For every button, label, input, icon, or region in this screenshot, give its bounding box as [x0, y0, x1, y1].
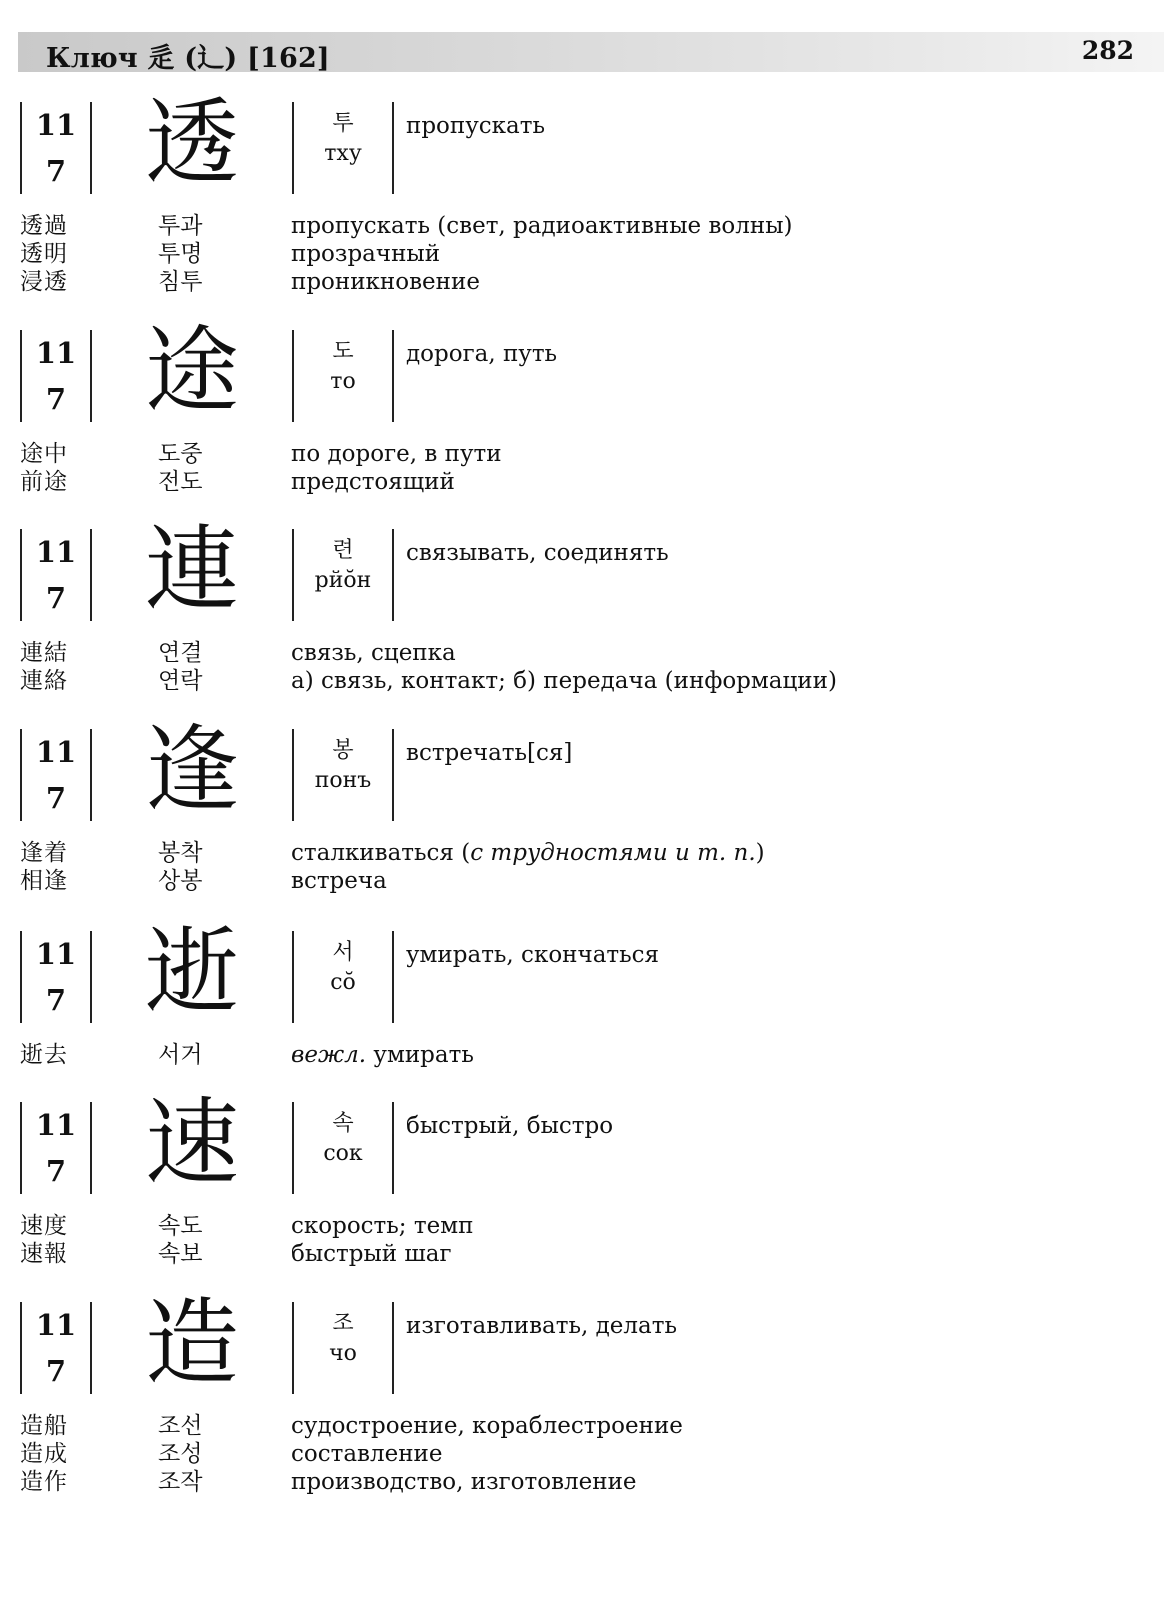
compound-row	[0, 839, 1164, 867]
hanja-character: 透	[144, 89, 239, 198]
compound-row	[0, 1041, 1164, 1069]
compound-row	[0, 1412, 1164, 1440]
dictionary-entry	[0, 1289, 1164, 1496]
entry-head	[0, 317, 1164, 426]
compound-hangul: 조작	[158, 1469, 203, 1495]
reading-box	[292, 1302, 394, 1394]
extra-strokes: 7	[45, 381, 67, 416]
compound-list	[0, 212, 1164, 296]
hanja-character: 途	[144, 317, 239, 426]
compound-hanja: 逝去	[20, 1042, 68, 1068]
compound-definition	[291, 839, 765, 867]
compound-hanja: 途中	[20, 441, 68, 467]
compound-list	[0, 839, 1164, 895]
total-strokes: 11	[35, 734, 77, 769]
compound-hanja: 相逢	[20, 868, 68, 894]
definition-text: связь, сцепка	[291, 640, 456, 666]
russian-transcription: тху	[324, 141, 362, 166]
extra-strokes: 7	[45, 1353, 67, 1388]
total-strokes: 11	[35, 1107, 77, 1142]
compound-hanja: 透過	[20, 213, 68, 239]
compound-definition	[291, 1468, 637, 1496]
russian-transcription: чо	[329, 1341, 357, 1366]
compound-hanja: 浸透	[20, 269, 68, 295]
compound-hangul: 봉착	[158, 840, 203, 866]
definition-text: быстрый шаг	[291, 1241, 452, 1267]
compound-row	[0, 240, 1164, 268]
definition-text: а) связь, контакт; б) передача (информации)	[291, 668, 837, 694]
compound-row	[0, 1240, 1164, 1268]
compound-definition	[291, 1440, 443, 1468]
compound-row	[0, 667, 1164, 695]
total-strokes: 11	[35, 936, 77, 971]
stroke-count-box	[20, 330, 92, 422]
total-strokes: 11	[35, 335, 77, 370]
compound-hanja: 造作	[20, 1469, 68, 1495]
page-header	[18, 32, 1164, 72]
compound-definition	[291, 667, 837, 695]
total-strokes: 11	[35, 107, 77, 142]
compound-row	[0, 212, 1164, 240]
definition-italic-prefix: вежл.	[291, 1042, 367, 1068]
compound-hanja: 透明	[20, 241, 68, 267]
definition-text: составление	[291, 1441, 443, 1467]
compound-row	[0, 1440, 1164, 1468]
dictionary-entry	[0, 89, 1164, 296]
compound-definition	[291, 212, 793, 240]
definition-suffix: )	[755, 840, 765, 866]
compound-list	[0, 1041, 1164, 1069]
compound-list	[0, 1212, 1164, 1268]
compound-definition	[291, 1412, 683, 1440]
reading-box	[292, 729, 394, 821]
compound-hanja: 逢着	[20, 840, 68, 866]
compound-definition	[291, 268, 480, 296]
compound-row	[0, 1212, 1164, 1240]
stroke-count-box	[20, 1302, 92, 1394]
extra-strokes: 7	[45, 153, 67, 188]
definition-text: встреча	[291, 868, 387, 894]
korean-reading: 속	[332, 1111, 354, 1136]
korean-reading: 서	[332, 940, 354, 965]
entry-head	[0, 516, 1164, 625]
total-strokes: 11	[35, 1307, 77, 1342]
compound-hanja: 造成	[20, 1441, 68, 1467]
definition-text: сталкиваться (	[291, 840, 471, 866]
compound-hanja: 前途	[20, 469, 68, 495]
dictionary-entry	[0, 317, 1164, 496]
compound-row	[0, 867, 1164, 895]
compound-hanja: 連結	[20, 640, 68, 666]
compound-list	[0, 1412, 1164, 1496]
dictionary-entry	[0, 516, 1164, 695]
stroke-count-box	[20, 102, 92, 194]
extra-strokes: 7	[45, 580, 67, 615]
russian-transcription: понъ	[314, 768, 372, 793]
compound-list	[0, 639, 1164, 695]
character-meaning: связывать, соединять	[406, 540, 669, 566]
reading-box	[292, 1102, 394, 1194]
stroke-count-box	[20, 931, 92, 1023]
definition-text: скорость; темп	[291, 1213, 474, 1239]
compound-hangul: 연결	[158, 640, 203, 666]
entry-head	[0, 918, 1164, 1027]
compound-definition	[291, 639, 456, 667]
hanja-character: 連	[144, 516, 239, 625]
extra-strokes: 7	[45, 1153, 67, 1188]
compound-definition	[291, 440, 502, 468]
compound-row	[0, 1468, 1164, 1496]
russian-transcription: сŏ	[330, 970, 356, 995]
dictionary-entry	[0, 918, 1164, 1069]
compound-hangul: 서거	[158, 1042, 203, 1068]
compound-hangul: 투명	[158, 241, 203, 267]
entry-head	[0, 1089, 1164, 1198]
total-strokes: 11	[35, 534, 77, 569]
compound-hangul: 상봉	[158, 868, 203, 894]
hanja-character: 造	[144, 1289, 239, 1398]
dictionary-entry	[0, 1089, 1164, 1268]
compound-definition	[291, 1041, 474, 1069]
definition-text: прозрачный	[291, 241, 441, 267]
russian-transcription: сок	[323, 1141, 363, 1166]
definition-text: умирать	[366, 1042, 474, 1068]
compound-hangul: 전도	[158, 469, 203, 495]
compound-row	[0, 468, 1164, 496]
entry-head	[0, 716, 1164, 825]
compound-hanja: 速度	[20, 1213, 68, 1239]
entry-head	[0, 1289, 1164, 1398]
compound-row	[0, 639, 1164, 667]
compound-hanja: 連絡	[20, 668, 68, 694]
korean-reading: 투	[332, 111, 354, 136]
reading-box	[292, 931, 394, 1023]
hanja-character: 逢	[144, 716, 239, 825]
definition-text: проникновение	[291, 269, 480, 295]
compound-definition	[291, 1212, 473, 1240]
reading-box	[292, 529, 394, 621]
compound-definition	[291, 240, 440, 268]
compound-hanja: 造船	[20, 1413, 68, 1439]
compound-definition	[291, 1240, 452, 1268]
hanja-character: 速	[144, 1089, 239, 1198]
section-title: Ключ 辵 (辶) [162]	[46, 43, 330, 74]
compound-hangul: 투과	[158, 213, 203, 239]
compound-hangul: 연락	[158, 668, 203, 694]
compound-list	[0, 440, 1164, 496]
stroke-count-box	[20, 529, 92, 621]
definition-italic-note: с трудностями и т. п.	[470, 840, 756, 866]
character-meaning: умирать, скончаться	[406, 942, 660, 968]
stroke-count-box	[20, 729, 92, 821]
extra-strokes: 7	[45, 780, 67, 815]
compound-definition	[291, 468, 455, 496]
hanja-character: 逝	[144, 918, 239, 1027]
page-number: 282	[1081, 36, 1134, 65]
korean-reading: 조	[332, 1311, 354, 1336]
compound-hanja: 速報	[20, 1241, 68, 1267]
definition-text: судостроение, кораблестроение	[291, 1413, 683, 1439]
stroke-count-box	[20, 1102, 92, 1194]
entry-head	[0, 89, 1164, 198]
compound-definition	[291, 867, 387, 895]
compound-hangul: 속도	[158, 1213, 203, 1239]
korean-reading: 도	[332, 339, 354, 364]
character-meaning: встречать[ся]	[406, 740, 573, 766]
reading-box	[292, 102, 394, 194]
character-meaning: дорога, путь	[406, 341, 558, 367]
compound-hangul: 조선	[158, 1413, 203, 1439]
definition-text: производство, изготовление	[291, 1469, 637, 1495]
definition-text: по дороге, в пути	[291, 441, 502, 467]
russian-transcription: то	[330, 369, 356, 394]
compound-hangul: 조성	[158, 1441, 203, 1467]
korean-reading: 봉	[332, 738, 354, 763]
reading-box	[292, 330, 394, 422]
character-meaning: быстрый, быстро	[406, 1113, 614, 1139]
compound-hangul: 도중	[158, 441, 203, 467]
character-meaning: изготавливать, делать	[406, 1313, 677, 1339]
compound-row	[0, 268, 1164, 296]
definition-text: пропускать (свет, радиоактивные волны)	[291, 213, 793, 239]
korean-reading: 련	[332, 538, 354, 563]
russian-transcription: рйŏн	[314, 568, 372, 593]
compound-row	[0, 440, 1164, 468]
extra-strokes: 7	[45, 982, 67, 1017]
compound-hangul: 속보	[158, 1241, 203, 1267]
compound-hangul: 침투	[158, 269, 203, 295]
character-meaning: пропускать	[406, 113, 545, 139]
dictionary-entry	[0, 716, 1164, 895]
definition-text: предстоящий	[291, 469, 455, 495]
